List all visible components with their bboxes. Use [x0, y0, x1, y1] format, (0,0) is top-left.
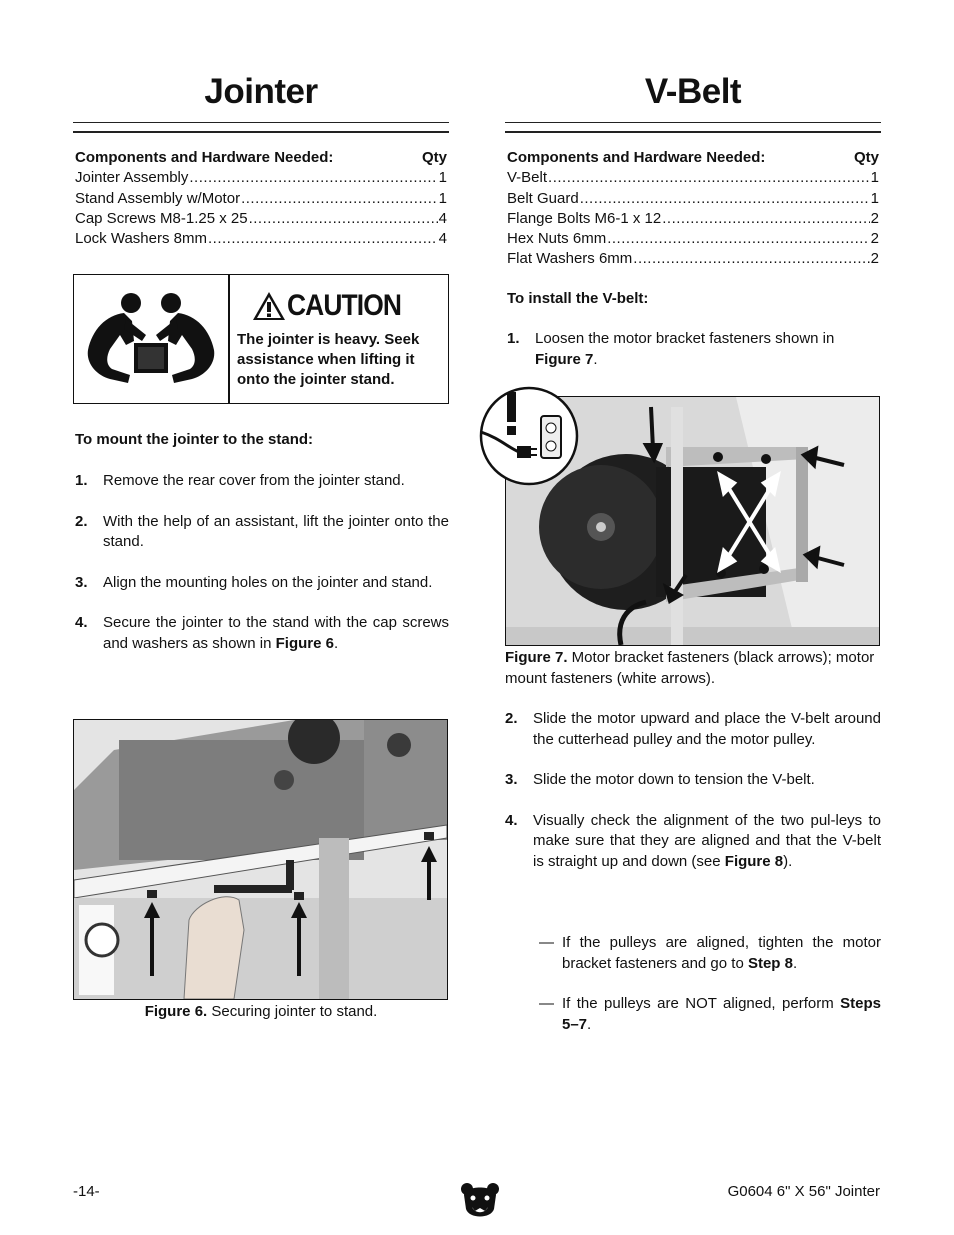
- page-title-jointer: Jointer: [204, 72, 318, 111]
- parts-row: [75, 229, 447, 249]
- caution-divider: [228, 275, 230, 403]
- parts-row: [507, 209, 879, 229]
- part-qty: 2: [870, 250, 879, 268]
- part-name: V-Belt: [507, 169, 548, 187]
- step-item: [75, 512, 449, 553]
- leader-dots: [189, 168, 437, 188]
- step-text: Slide the motor upward and place the V-belt around the cutterhead pulley and the motor pulley.: [533, 710, 881, 748]
- caution-word: CAUTION: [287, 289, 402, 322]
- part-name: Lock Washers 8mm: [75, 230, 207, 248]
- parts-row: [507, 189, 879, 209]
- step-text: With the help of an assistant, lift the jointer onto the stand.: [103, 512, 449, 550]
- leader-dots: [633, 249, 869, 269]
- part-name: Jointer Assembly: [75, 169, 189, 187]
- bullet-item: [539, 994, 881, 1035]
- part-name: Stand Assembly w/Motor: [75, 189, 241, 207]
- leader-dots: [548, 168, 870, 188]
- bullet-list: [539, 933, 881, 1035]
- step-number: 2.: [505, 710, 518, 727]
- step-number: 4.: [505, 811, 518, 829]
- bullet-text-main: If the pulleys are NOT aligned, perform: [562, 995, 841, 1012]
- parts-header-label: Components and Hardware Needed:: [75, 149, 334, 166]
- bullet-text-end: .: [587, 1015, 592, 1033]
- step-row: [507, 329, 881, 370]
- parts-row: [75, 168, 447, 188]
- figure-reference: Figure 7: [535, 350, 594, 368]
- step-text-main: Visually check the alignment of the two pul-leys to make sure that they are aligned and that the V-belt is straight up and down (see: [533, 811, 881, 870]
- parts-row: [507, 229, 879, 249]
- figure-caption-text: Securing jointer to stand.: [207, 1003, 378, 1020]
- parts-row: [507, 168, 879, 188]
- figure-6-caption: [73, 1002, 449, 1023]
- bullet-item: [539, 933, 881, 974]
- step-text-end: ).: [783, 852, 793, 870]
- figure-reference: Figure 8: [724, 852, 784, 870]
- step-number: 4.: [75, 614, 88, 631]
- step-text-main: Secure the jointer to the stand with the cap screws and washers as shown in: [103, 614, 449, 652]
- figure-6-photo: [73, 719, 448, 1000]
- step-list-vbelt: [505, 709, 881, 872]
- part-qty: 2: [870, 209, 879, 227]
- leader-dots: [208, 229, 438, 249]
- parts-header: [507, 148, 879, 168]
- step-text-end: .: [333, 634, 339, 652]
- step-item: [75, 573, 449, 594]
- step-number: 2.: [75, 512, 88, 530]
- part-qty: 4: [438, 209, 447, 227]
- part-name: Flat Washers 6mm: [507, 250, 633, 268]
- jointer-stand-illustration: [74, 720, 447, 999]
- title-rule-thin: [505, 122, 881, 123]
- figure-caption-label: Figure 6.: [144, 1003, 208, 1020]
- caution-box: [73, 274, 449, 404]
- step-text: Align the mounting holes on the jointer and stand.: [103, 573, 433, 591]
- bullet-dash: —: [539, 995, 554, 1012]
- page-number: -14-: [73, 1183, 100, 1200]
- page-title-vbelt: V-Belt: [644, 72, 742, 111]
- parts-header-qty: Qty: [853, 149, 879, 166]
- step-text: [103, 613, 449, 654]
- leader-dots: [607, 229, 869, 249]
- step-item: [507, 329, 881, 370]
- bullet-text-main: If the pulleys are aligned, tighten the motor bracket fasteners and go to: [562, 934, 881, 972]
- parts-row: [75, 189, 447, 209]
- step-item: [75, 471, 449, 492]
- leader-dots: [662, 209, 869, 229]
- part-name: Hex Nuts 6mm: [507, 230, 607, 248]
- model-name: G0604 6" X 56" Jointer: [727, 1183, 880, 1200]
- parts-row: [75, 209, 447, 229]
- parts-row: [507, 249, 879, 269]
- part-qty: 2: [870, 230, 879, 248]
- step-number: 3.: [75, 573, 88, 591]
- unplug-warning-icon: [479, 386, 579, 486]
- leader-dots: [249, 209, 438, 229]
- two-person-lift-icon: [76, 275, 226, 403]
- bullet-dash: —: [539, 934, 554, 951]
- bear-logo-icon: [459, 1181, 501, 1223]
- warning-triangle-icon: [252, 291, 286, 321]
- figure-7-caption: [505, 648, 881, 689]
- step-text: Remove the rear cover from the jointer stand.: [103, 472, 405, 489]
- part-qty: 1: [870, 189, 879, 207]
- title-rule-thick: [505, 131, 881, 133]
- procedure-title-vbelt: To install the V-belt:: [507, 290, 649, 307]
- step-item: [505, 770, 881, 791]
- figure-caption-text: Motor bracket fasteners (black arrows); motor mount fasteners (white arrows).: [505, 649, 875, 687]
- step-text: Slide the motor down to tension the V-belt.: [533, 771, 815, 788]
- step-text: [533, 811, 881, 873]
- parts-header-qty: Qty: [421, 149, 447, 166]
- step-number: 1.: [507, 330, 520, 347]
- parts-list-jointer: [75, 148, 447, 249]
- bullet-text-end: .: [792, 954, 798, 972]
- step-item: [75, 613, 449, 654]
- caution-heading: [252, 289, 417, 323]
- step-list-jointer: [75, 471, 449, 654]
- bullet-text: [562, 933, 881, 974]
- leader-dots: [580, 189, 870, 209]
- step-reference: Step 8: [747, 954, 793, 972]
- part-qty: 4: [438, 230, 447, 248]
- step-text: [535, 329, 881, 370]
- part-name: Flange Bolts M6-1 x 12: [507, 209, 662, 227]
- step-text-end: .: [593, 350, 598, 368]
- leader-dots: [241, 189, 438, 209]
- procedure-title-jointer: To mount the jointer to the stand:: [75, 431, 314, 448]
- bullet-text: [562, 994, 881, 1035]
- figure-reference: Figure 6: [275, 634, 334, 652]
- step-number: 3.: [505, 771, 518, 788]
- part-qty: 1: [870, 169, 879, 187]
- part-qty: 1: [438, 189, 447, 207]
- step-item: [505, 709, 881, 750]
- step-number: 1.: [75, 472, 88, 489]
- step-item: [505, 811, 881, 873]
- part-qty: 1: [438, 169, 447, 187]
- parts-list-vbelt: [507, 148, 879, 270]
- parts-header-label: Components and Hardware Needed:: [507, 149, 766, 166]
- part-name: Belt Guard: [507, 189, 579, 207]
- part-name: Cap Screws M8-1.25 x 25: [75, 209, 248, 227]
- title-rule-thick: [73, 131, 449, 133]
- parts-header: [75, 148, 447, 168]
- title-rule-thin: [73, 122, 449, 123]
- figure-caption-label: Figure 7.: [505, 649, 568, 666]
- step-reference: Steps 5–7: [562, 995, 881, 1033]
- caution-text: The jointer is heavy. Seek assistance when lifting it onto the jointer stand.: [237, 331, 420, 388]
- step-text-main: Loosen the motor bracket fasteners shown in: [535, 330, 835, 347]
